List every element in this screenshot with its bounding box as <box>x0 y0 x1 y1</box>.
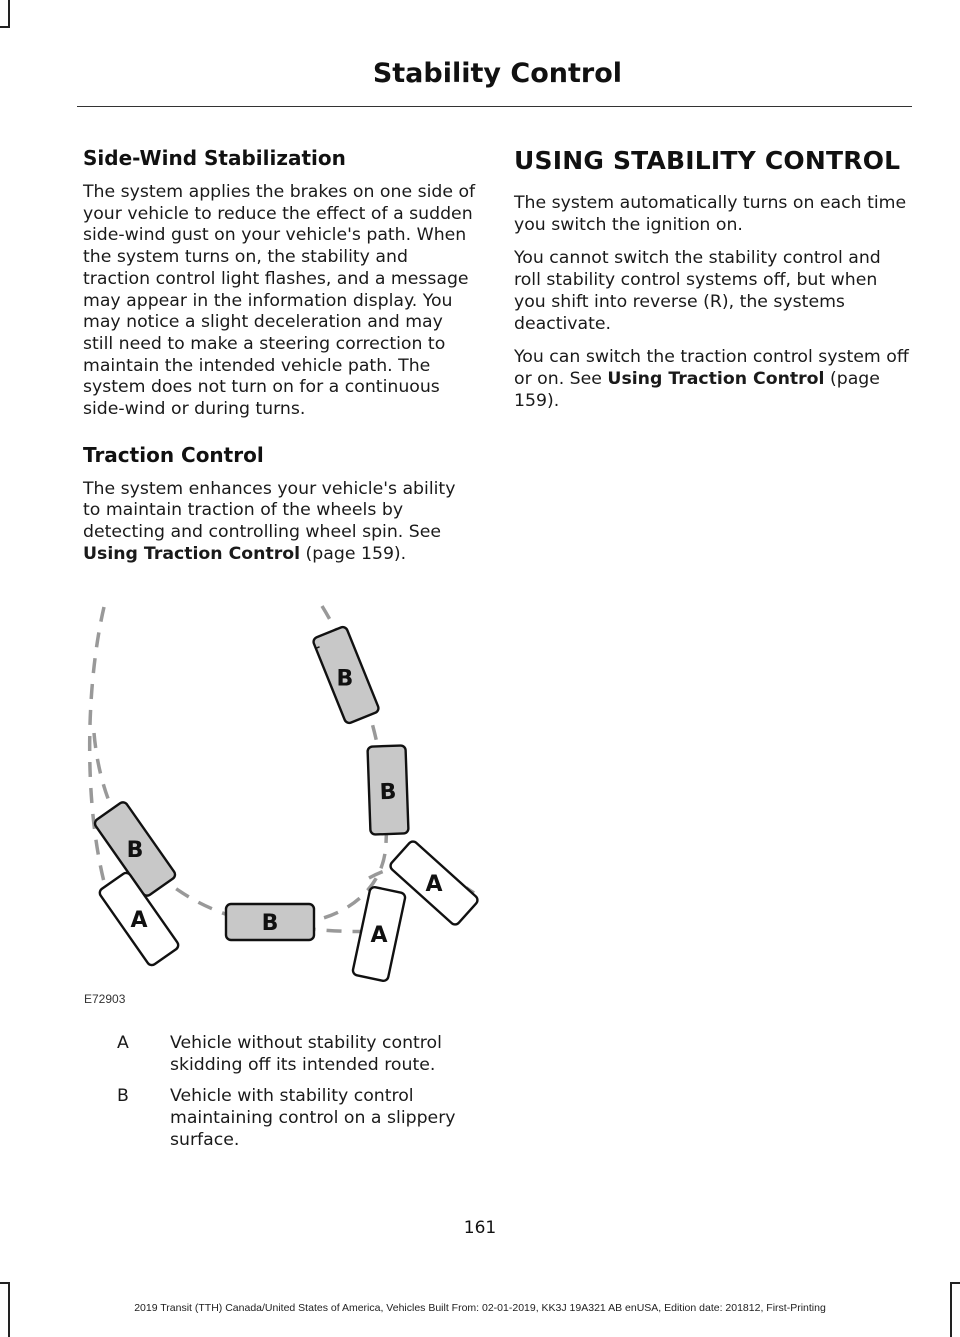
right-column <box>514 146 909 424</box>
vehicle-b <box>312 626 380 725</box>
right-paragraph-3-text: You can switch the traction control system off or on. See <box>514 347 909 389</box>
page-footer: 2019 Transit (TTH) Canada/United States of America, Vehicles Built From: 02-01-2019, KK3J 19A321 AB enUSA, Edition date: 201812, First-Printing <box>134 1302 826 1314</box>
vehicle-b-label: B <box>126 838 144 863</box>
side-wind-body: The system applies the brakes on one side of your vehicle to reduce the effect of a sudden side-wind gust on your vehicle's path. When the system turns on, the stability and traction control light flashes, and a message may appear in the information display. You may notice a slight deceleration and may still need to make a steering correction to maintain the intended vehicle path. The system does not turn on for a continuous side-wind or during turns. <box>83 182 476 420</box>
side-wind-heading: Side-Wind Stabilization <box>83 146 346 170</box>
vehicle-a-label: A <box>370 923 388 948</box>
legend-description: Vehicle with stability control maintaining control on a slippery surface. <box>170 1086 456 1150</box>
crop-mark <box>8 0 10 28</box>
header-rule <box>77 106 912 107</box>
page-header-title: Stability Control <box>372 58 622 89</box>
using-stability-heading: USING STABILITY CONTROL <box>514 146 901 175</box>
page-number: 161 <box>463 1218 497 1238</box>
vehicle-b-label: B <box>261 911 279 936</box>
vehicle-b-label: B <box>336 666 354 692</box>
legend-description: Vehicle without stability control skidding off its intended route. <box>170 1033 442 1075</box>
legend-item <box>117 1086 477 1151</box>
figure-legend <box>117 1033 477 1162</box>
figure-id: E72903 <box>84 992 126 1006</box>
skid-path-outer <box>90 607 110 903</box>
traction-xref-link-2[interactable]: Using Traction Control <box>607 368 825 389</box>
vehicle-b <box>367 745 408 834</box>
traction-heading: Traction Control <box>83 442 264 467</box>
right-paragraph-3 <box>514 347 909 412</box>
vehicle-a-label: A <box>130 908 148 933</box>
stability-diagram <box>84 603 484 1013</box>
right-paragraph-3-page: (page 159). <box>514 368 880 411</box>
traction-xref-link[interactable]: Using Traction Control <box>83 543 301 564</box>
vehicle-a-label: A <box>425 872 443 897</box>
legend-item <box>117 1033 477 1076</box>
right-paragraph-1: The system automatically turns on each time you switch the ignition on. <box>514 193 907 235</box>
legend-key: B <box>117 1086 129 1107</box>
crop-mark <box>0 1282 10 1284</box>
right-paragraph-2: You cannot switch the stability control and roll stability control systems off, but when you shift into reverse (R), the systems deactivate. <box>514 248 881 334</box>
vehicle-b <box>226 904 314 940</box>
legend-key: A <box>117 1033 129 1053</box>
left-column <box>83 146 478 578</box>
traction-body-page: (page 159). <box>300 543 407 564</box>
traction-body-text: The system enhances your vehicle's ability to maintain traction of the wheels by detecting and controlling wheel spin. See <box>83 478 456 543</box>
crop-mark <box>0 26 10 28</box>
vehicle-b-label: B <box>379 779 397 806</box>
vehicle-a <box>352 886 406 982</box>
traction-body <box>83 479 478 566</box>
